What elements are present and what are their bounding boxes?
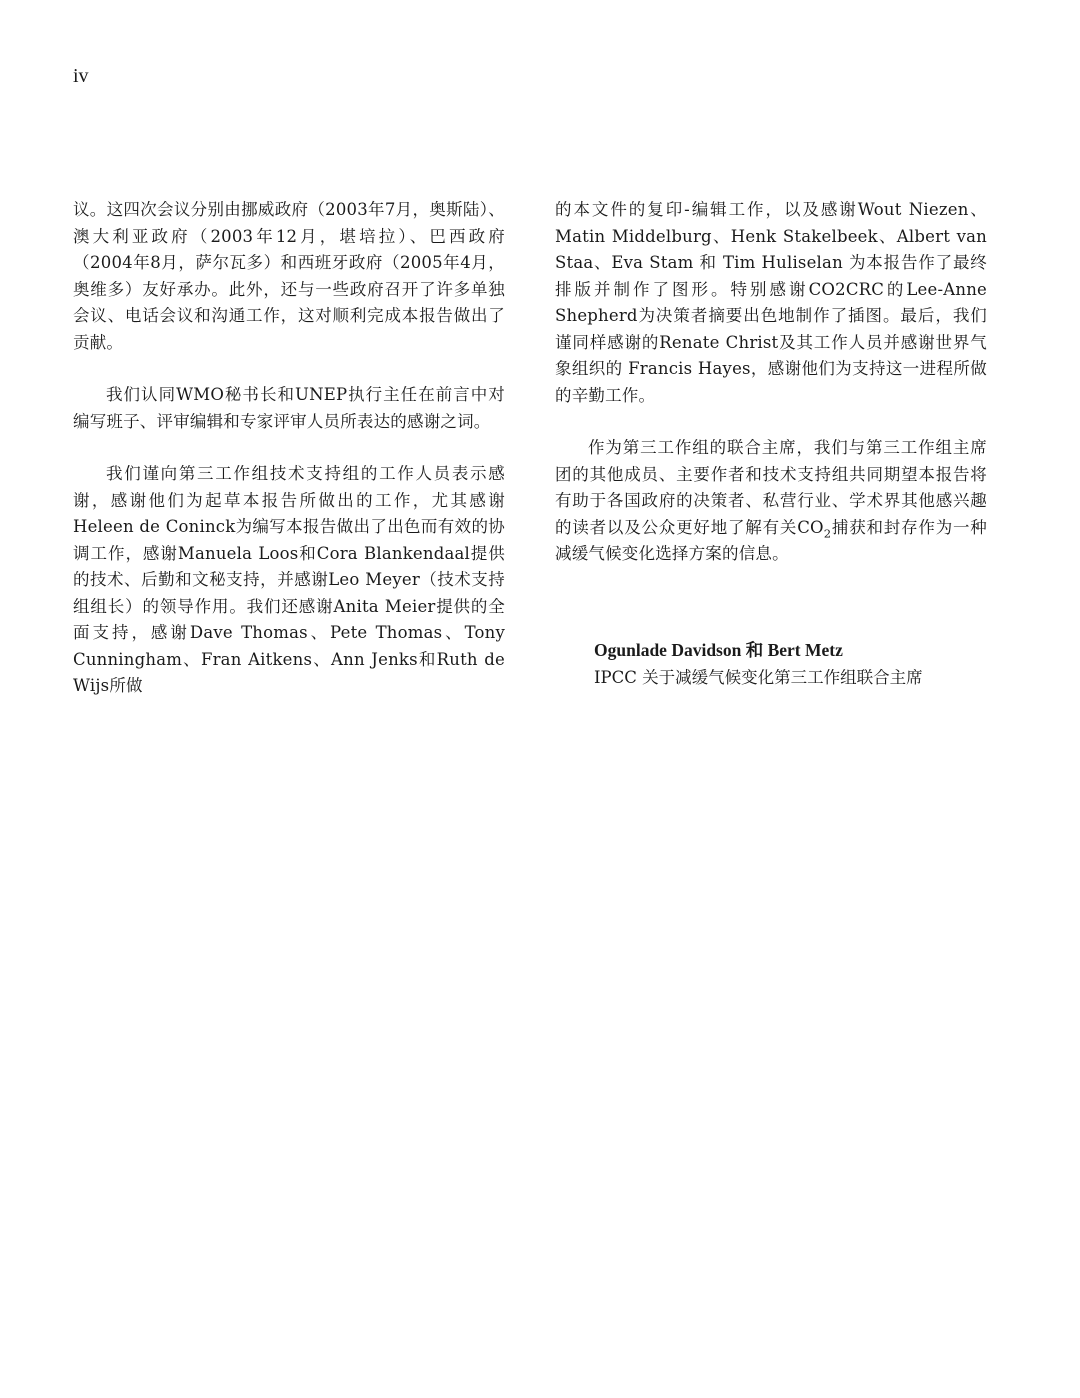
signature-block bbox=[594, 636, 1034, 692]
paragraph-wmo-unep-thanks: 我们认同WMO秘书长和UNEP执行主任在前言中对编写班子、评审编辑和专家评审人员所表达的感谢之词。 bbox=[73, 385, 505, 431]
signature-title: IPCC 关于减缓气候变化第三工作组联合主席 bbox=[594, 668, 923, 687]
paragraph-co-chairs-text-end: 捕获和封存作为一种减缓气候变化选择方案的信息。 bbox=[555, 517, 987, 563]
right-column bbox=[555, 197, 987, 594]
paragraph-co-chairs-text: 作为第三工作组的联合主席，我们与第三工作组主席团的其他成员、主要作者和技术支持组共同期望本报告将有助于各国政府的决策者、私营行业、学术界其他感兴趣的读者以及公众更好地了解有关CO bbox=[555, 438, 987, 537]
paragraph-co-chairs-hope bbox=[555, 435, 987, 568]
paragraph-tsu-thanks: 我们谨向第三工作组技术支持组的工作人员表示感谢，感谢他们为起草本报告所做出的工作，尤其感谢Heleen de Coninck为编写本报告做出了出色而有效的协调工作，感谢Manuela Loos和Cora Blankendaal提供的技术、后勤和文秘支持，并感谢Leo Meyer（技术支持组组长）的领导作用。我们还感谢Anita Meier提供的全面支持，感谢Dave Thomas、Pete Thomas、Tony Cunningham、Fran Aitkens、Ann Jenks和Ruth de Wijs所做 bbox=[73, 464, 505, 695]
co2-subscript: 2 bbox=[823, 525, 832, 540]
paragraph-meetings-continued: 议。这四次会议分别由挪威政府（2003年7月，奥斯陆）、澳大利亚政府（2003年12月，堪培拉）、巴西政府（2004年8月，萨尔瓦多）和西班牙政府（2005年4月，奥维多）友好承办。此外，还与一些政府召开了许多单独会议、电话会议和沟通工作，这对顺利完成本报告做出了贡献。 bbox=[73, 200, 505, 352]
signature-names: Ogunlade Davidson 和 Bert Metz bbox=[594, 640, 843, 660]
paragraph-editing-thanks: 的本文件的复印-编辑工作，以及感谢Wout Niezen、Matin Middelburg、Henk Stakelbeek、Albert van Staa、Eva Stam 和 Tim Huliselan 为本报告作了最终排版并制作了图形。特别感谢CO2CRC的Lee-Anne Shepherd为决策者摘要出色地制作了插图。最后，我们谨同样感谢的Renate Christ及其工作人员并感谢世界气象组织的 Francis Hayes，感谢他们为支持这一进程所做的辛勤工作。 bbox=[555, 200, 987, 405]
left-column bbox=[73, 197, 505, 726]
page-number: iv bbox=[73, 65, 89, 87]
